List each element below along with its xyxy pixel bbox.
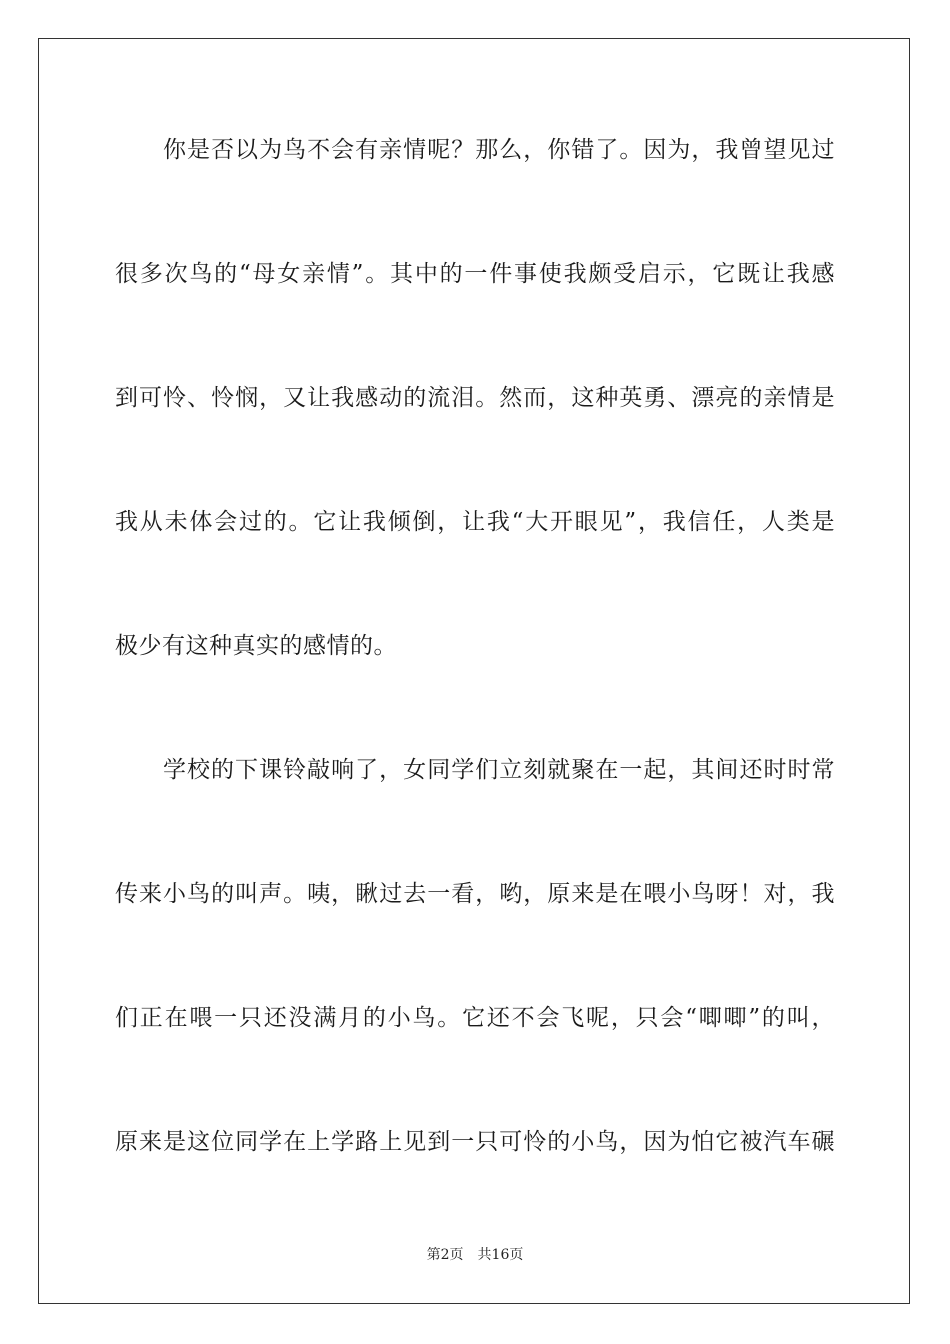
total-pages: 共16页 [477, 1247, 524, 1263]
page-number: 第2页 [426, 1247, 464, 1263]
paragraph-2-line-3: 们正在喂一只还没满月的小鸟。它还不会飞呢，只会“唧唧”的叫， [115, 1005, 835, 1031]
paragraph-2-line-4: 原来是这位同学在上学路上见到一只可怜的小鸟，因为怕它被汽车碾 [115, 1129, 835, 1155]
paragraph-1-line-5: 极少有这种真实的感情的。 [115, 633, 397, 659]
page-border [38, 38, 910, 1304]
page-footer [0, 1246, 950, 1264]
paragraph-1-line-1: 你是否以为鸟不会有亲情呢？那么，你错了。因为，我曾望见过 [163, 137, 835, 163]
paragraph-1-line-3: 到可怜、怜悯，又让我感动的流泪。然而，这种英勇、漂亮的亲情是 [115, 385, 835, 411]
paragraph-1-line-2: 很多次鸟的“母女亲情”。其中的一件事使我颇受启示，它既让我感 [115, 261, 835, 287]
paragraph-1-line-4: 我从未体会过的。它让我倾倒，让我“大开眼见”，我信任，人类是 [115, 509, 835, 535]
paragraph-2-line-1: 学校的下课铃敲响了，女同学们立刻就聚在一起，其间还时时常 [163, 757, 835, 783]
paragraph-2-line-2: 传来小鸟的叫声。咦，瞅过去一看，哟，原来是在喂小鸟呀！对，我 [115, 881, 835, 907]
